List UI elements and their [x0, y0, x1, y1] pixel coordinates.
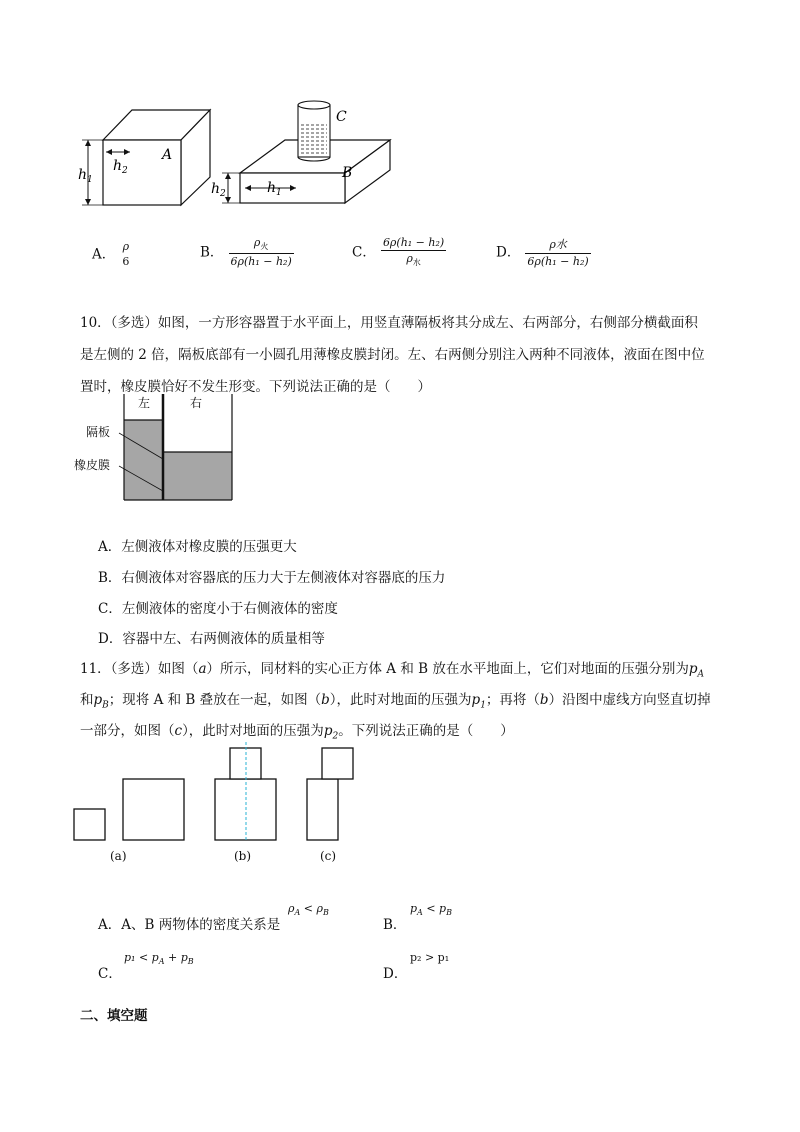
svg-text:2: 2 [122, 166, 128, 176]
cylinder-c [298, 101, 330, 161]
q9-option-b: B． $\frac{\rho_火}{\text{6ρ(h₁ − h₂)}}$ [200, 236, 292, 269]
q11-option-b-math: $p_A < p_B$ [410, 902, 452, 918]
q9-option-c: C． $\frac{\text{6ρ(h₁ − h₂)}}{\rho_水}$ [352, 236, 445, 268]
q9-figure [70, 95, 430, 215]
q10-option-c: C．左侧液体的密度小于右侧液体的密度 [98, 601, 338, 617]
q10-option-a: A．左侧液体对橡皮膜的压强更大 [98, 539, 297, 555]
q10-line3: 置时，橡皮膜恰好不发生形变。下列说法正确的是（ ） [80, 379, 431, 395]
q10-label-membrane: 橡皮膜 [74, 458, 111, 472]
q11-option-a: A．A、B 两物体的密度关系是 [98, 917, 281, 933]
label-h1: h [78, 167, 88, 183]
q10-line2: 是左侧的 2 倍，隔板底部有一小圆孔用薄橡皮膜封闭。左、右两侧分别注入两种不同液体，液面在图中位 [80, 347, 705, 363]
svg-text:2: 2 [220, 189, 226, 199]
q10-label-right: 右 [190, 396, 203, 410]
q10-label-left: 左 [138, 396, 151, 410]
q10-label-partition: 隔板 [86, 425, 111, 439]
q11-caption-a: (a) [110, 849, 127, 863]
svg-text:h: h [267, 180, 277, 196]
q11-cubes-figure [70, 742, 370, 842]
q10-option-d: D．容器中左、右两侧液体的质量相等 [98, 631, 325, 647]
q11-caption-b: (b) [234, 849, 252, 863]
label-c: C [336, 109, 347, 125]
q11-line1: 11．（多选）如图（a）所示，同材料的实心正方体 A 和 B 放在水平地面上，它们对地面的压强分别为$p_A$ [80, 661, 704, 680]
svg-text:h: h [211, 181, 221, 197]
q11-option-d: D． [383, 966, 408, 982]
q10-line1: 10．（多选）如图，一方形容器置于水平面上，用竖直薄隔板将其分成左、右两部分，右侧部分横截面积 [80, 315, 698, 331]
label-h2: h [113, 158, 123, 174]
q11-option-c-math: $p_1 < p_A + p_B$ [124, 951, 194, 967]
label-a: A [162, 147, 173, 163]
q11-option-a-math: $\rho_A < \rho_B$ [288, 902, 329, 918]
q11-option-c: C． [98, 966, 122, 982]
svg-text:1: 1 [276, 188, 282, 198]
q11-option-b: B． [383, 917, 407, 933]
q11-caption-c: (c) [320, 849, 337, 863]
q10-option-b: B．右侧液体对容器底的压力大于左侧液体对容器底的压力 [98, 570, 446, 586]
q10-container-figure [70, 392, 240, 507]
svg-text:1: 1 [87, 175, 93, 185]
q9-option-d: D． $\frac{\text{ρ水}}{\text{6ρ(h₁ − h₂)}}$ [496, 238, 589, 268]
q9-option-a: A． ρ 6 [92, 240, 130, 268]
q11-line3: 一部分，如图（c），此时对地面的压强为$p_2$。下列说法正确的是（ ） [80, 723, 514, 742]
q11-line2: 和$p_B$；现将 A 和 B 叠放在一起，如图（b），此时对地面的压强为$p_1$；再将（b）沿图中虚线方向竖直切掉 [80, 692, 711, 711]
section-title: 二、填空题 [80, 1008, 148, 1024]
label-b: B [342, 165, 353, 181]
q11-option-d-math: p₂ > p₁ [410, 951, 450, 964]
